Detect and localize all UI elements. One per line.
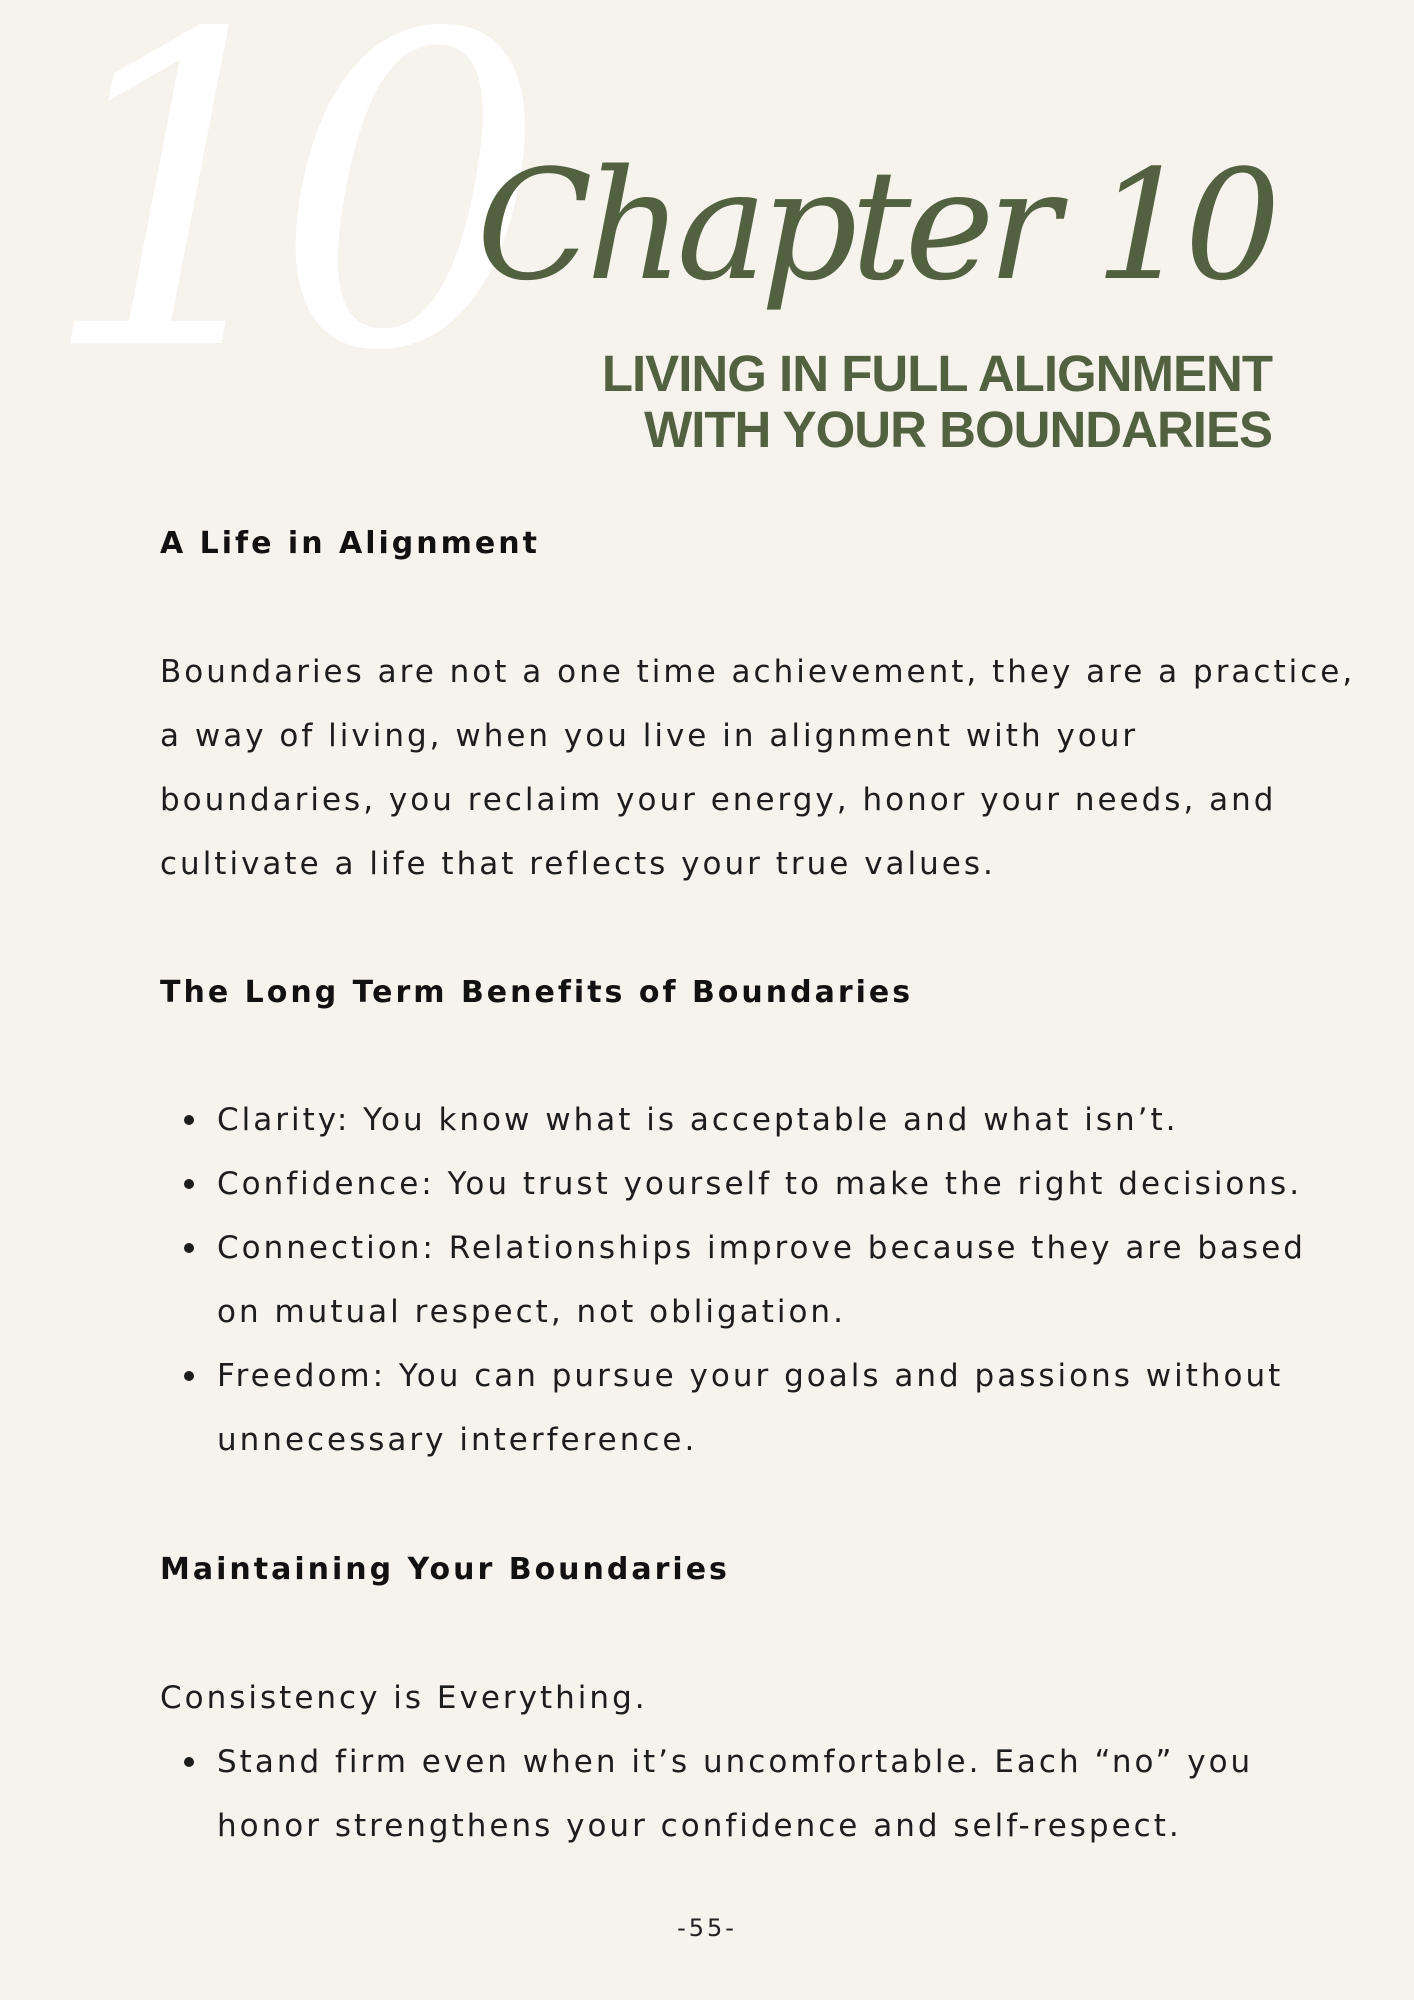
benefits-list [160, 1088, 1306, 1472]
bullet-dot [184, 1243, 194, 1253]
list-item [160, 1216, 1306, 1344]
chapter-title: Chapter 10 [476, 137, 1274, 314]
list-item-line: Stand firm even when it’s uncomfortable. Each “no” you [217, 1744, 1254, 1780]
list-item-line: on mutual respect, not obligation. [217, 1294, 846, 1330]
chapter-subtitle [512, 346, 1272, 458]
bullet-dot [184, 1757, 194, 1767]
list-item [160, 1088, 1290, 1152]
maintaining-intro [160, 1666, 1290, 1730]
paragraph-line: a way of living, when you live in alignment with your [160, 718, 1139, 754]
list-item [160, 1344, 1290, 1472]
list-item-line: unnecessary interference. [217, 1422, 698, 1458]
chapter-subtitle-line-2: WITH YOUR BOUNDARIES [644, 401, 1272, 458]
paragraph-line: cultivate a life that reflects your true values. [160, 846, 996, 882]
page-number: -55- [677, 1914, 737, 1942]
list-item-line: Clarity: You know what is acceptable and what isn’t. [217, 1102, 1179, 1138]
section-heading-maintaining: Maintaining Your Boundaries [160, 1552, 730, 1587]
paragraph-line: boundaries, you reclaim your energy, honor your needs, and [160, 782, 1277, 818]
decorative-chapter-number: 10 [40, 0, 508, 445]
alignment-paragraph [160, 640, 1356, 896]
bullet-dot [184, 1115, 194, 1125]
list-item [160, 1152, 1303, 1216]
list-item-line: Confidence: You trust yourself to make the right decisions. [217, 1166, 1303, 1202]
list-item-line: Connection: Relationships improve because they are based [217, 1230, 1306, 1266]
paragraph-line: Boundaries are not a one time achievement, they are a practice, [160, 654, 1356, 690]
maintaining-list [160, 1730, 1290, 1858]
list-item [160, 1730, 1290, 1858]
section-heading-alignment: A Life in Alignment [160, 526, 540, 561]
bullet-dot [184, 1371, 194, 1381]
section-heading-benefits: The Long Term Benefits of Boundaries [160, 975, 914, 1010]
chapter-subtitle-line-1: LIVING IN FULL ALIGNMENT [601, 345, 1272, 402]
paragraph-line: Consistency is Everything. [160, 1680, 648, 1716]
bullet-dot [184, 1179, 194, 1189]
list-item-line: Freedom: You can pursue your goals and passions without [217, 1358, 1284, 1394]
list-item-line: honor strengthens your confidence and self-respect. [217, 1808, 1182, 1844]
